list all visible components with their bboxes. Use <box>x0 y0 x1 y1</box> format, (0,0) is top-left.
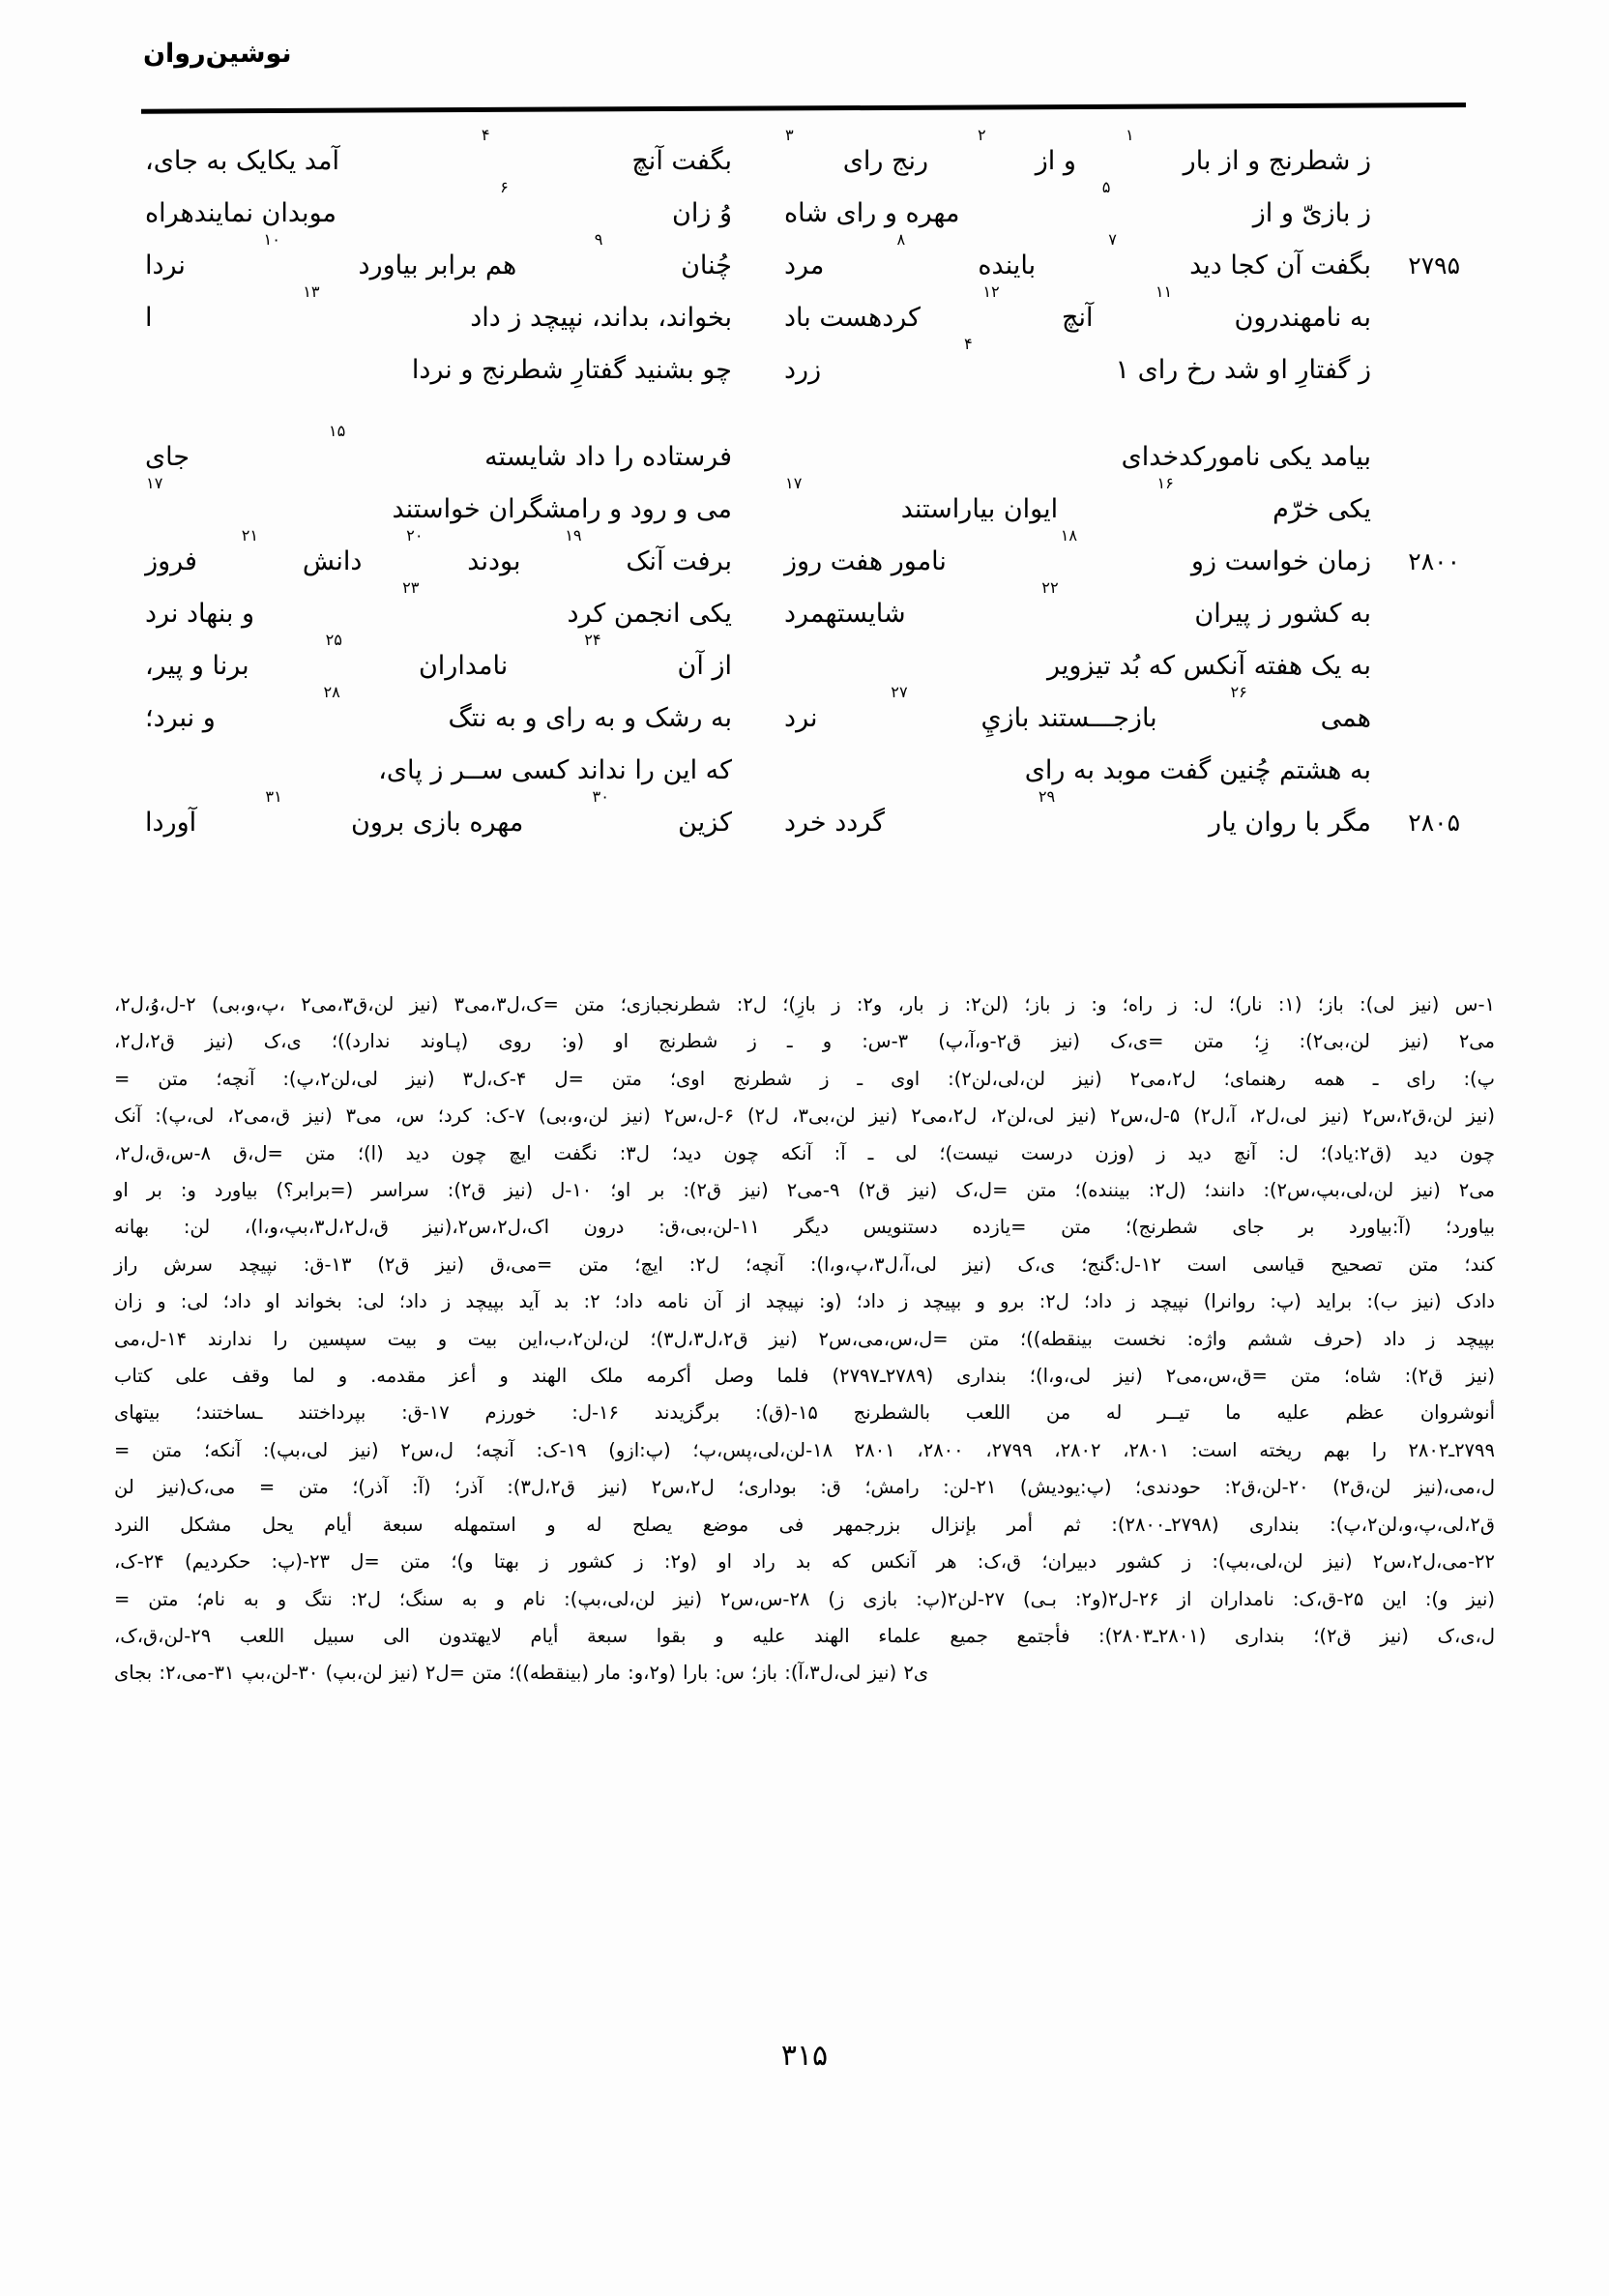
apparatus-line: ۲۷۹۹ـ۲۸۰۲ را بهم ریخته است: ۲۸۰۱، ۲۸۰۲، ۲۷۹۹، ۲۸۰۰، ۲۸۰۱ ۱۸-لن،لی،پس،پ؛ (پ:ازو) ۱۹-ک: آنچه؛ ل،س۲ (نیز لی،بپ): آنکه؛ متن = <box>114 1438 1495 1461</box>
note-marker: ۲۷ <box>891 683 908 701</box>
note-marker: ۲۴ <box>584 631 601 649</box>
note-marker: ۸ <box>896 230 906 249</box>
note-marker: ۱۱ <box>1155 282 1173 301</box>
verse-line <box>145 787 1464 849</box>
note-marker: ۲۸ <box>323 683 340 701</box>
hemistich-first: مگر با روان یار ۲۹ گردد خرد <box>751 797 1371 849</box>
apparatus-line: (نیز ق۲): شاه؛ متن =ق،س،می۲ (نیز لی،و،ا)؛ بنداری (۲۷۸۹ـ۲۷۹۷) فلما وصل أکرمه ملک الهند و أعز مقدمه. و لما وقف علی کتاب <box>114 1365 1495 1388</box>
apparatus-line: چون دید (ق۲:یاد)؛ ل: آنچ دید ز (وزن درست نیست)؛ لی ـ آ: آنکه چون دید؛ ل۳: نگفت ایچ چون دید (ا)؛ متن =ل،ق ۸-س،ق،ل۲، <box>114 1141 1495 1164</box>
verse-line <box>145 578 1464 640</box>
verse-line <box>145 526 1464 588</box>
note-marker: ۱۳ <box>303 282 320 301</box>
note-marker: ۱۲ <box>982 282 1000 301</box>
note-marker: ۳ <box>785 126 794 144</box>
note-marker: ۲۳ <box>402 578 420 597</box>
apparatus-line: می۲ (نیز لن،بی۲): زِ؛ متن =ی،ک (نیز ق۲-و،آ،پ) ۳-س: و ـ ز شطرنج او (و: روی (پـاوند ندارد))؛ ی،ک (نیز ق۲،ل۲، <box>114 1030 1495 1053</box>
note-marker: ۲۰ <box>406 526 424 545</box>
apparatus-line: بیاورد؛ (آ:بیاورد بر جای شطرنج)؛ متن =یازده دستنویس دیگر ۱۱-لن،بی،ق: درون اک،ل۲،س۲،(نیز ق،ل۲،ل۳،بپ،و،ا)، لن: بهانه <box>114 1216 1495 1239</box>
note-marker: ۳۰ <box>592 787 609 806</box>
hemistich-second: یکی انجمن کرد ۲۳ و بنهاد نرد <box>145 588 751 640</box>
note-marker: ۱ <box>1125 126 1134 144</box>
hemistich-first: به نامهندرون ۱۱ آنچ ۱۲ کردهست باد <box>751 292 1371 344</box>
hemistich-second: به رشک و به رای و به نتگ ۲۸ و نبرد؛ <box>145 692 751 745</box>
note-marker: ۹ <box>594 230 603 249</box>
note-marker: ۲۱ <box>241 526 259 545</box>
apparatus-line: ق۲،لی،پ،و،لن۲،پ): بنداری (۲۷۹۸ـ۲۸۰۰): ثم أمر بإنزال بزرجمهر فی موضع یصلح له و استمهله سبعة أیام یحل مشکل النرد <box>114 1513 1496 1536</box>
verse-number: ۲۸۰۵ <box>1408 809 1460 837</box>
hemistich-first: به کشور ز پیران ۲۲ شایستهمرد <box>751 588 1371 640</box>
note-marker: ۱۹ <box>565 526 582 545</box>
hemistich-second: وُ زان ۶ موبدان نمایندهراه <box>145 188 751 240</box>
note-marker: ۴ <box>963 335 973 353</box>
note-marker: ۱۷ <box>146 474 163 492</box>
note-marker: ۲۶ <box>1230 683 1247 701</box>
note-marker: ۱۰ <box>263 230 280 249</box>
verse-number: ۲۸۰۰ <box>1408 547 1460 575</box>
verse-body <box>145 126 1464 884</box>
critical-apparatus <box>114 986 1495 1693</box>
note-marker: ۶ <box>500 178 509 196</box>
hemistich-second: برفت آنک ۱۹ بودند ۲۰ دانش ۲۱ فروز <box>145 536 751 588</box>
stanza-two <box>145 422 1464 849</box>
header-rule <box>141 103 1466 114</box>
note-marker: ۲ <box>978 126 986 144</box>
apparatus-line: دادک (نیز ب): براید (پ: روانرا) نپیچد ز داد؛ ل۲: برو و بپیچد ز داد؛ (و: نپیچد از آن نامه داد؛ ۲: بد آید بپیچد ز داد؛ لی: بخواند او داد؛ لی: و زان <box>114 1290 1495 1313</box>
note-marker: ۷ <box>1108 230 1117 249</box>
verse-line <box>145 631 1464 692</box>
apparatus-line: ل،می،(نیز لن،ق۲) ۲۰-لن،ق۲: حودندی؛ (پ:یودیش) ۲۱-لن: رامش؛ ق: بوداری؛ ل۲،س۲ (نیز ق۲،ل۳): آذر؛ (آ: آذر)؛ متن = می،ک(نیز لن <box>114 1476 1495 1499</box>
verse-line <box>145 745 1464 797</box>
note-marker: ۳۱ <box>265 787 282 806</box>
running-head <box>0 39 1609 106</box>
hemistich-second: که این را نداند کسی ســر ز پای، <box>378 755 732 785</box>
hemistich-first: بگفت آن کجا دید ۷ باینده ۸ مرد <box>751 240 1371 292</box>
apparatus-line: (نیز لن،ق۲،س۲ (نیز لی،ل۲، آ،ل۲) ۵-ل،س۲ (نیز لی،لن۲، ل۲،می۲ (نیز لن،بی۳، ل۲) ۶-ل،س۲ (نیز لن،و،بی) ۷-ک: کرد؛ س، می۳ (نیز ق،می۲، لی،پ): آنک <box>114 1104 1495 1128</box>
hemistich-second: می و رود و رامشگران خواستند ۱۷ <box>145 484 751 536</box>
note-marker: ۴ <box>481 126 490 144</box>
apparatus-line: ۲۲-می،ل۲،س۲ (نیز لن،لی،بپ): ز کشور دبیران؛ ق،ک: هر آنکس که بد راد او (و۲: ز کشور ز بهتا و)؛ متن =ل ۲۳-(پ: حکردیم) ۲۴-ک، <box>114 1550 1495 1574</box>
verse-line <box>145 335 1464 397</box>
note-marker: ۲۹ <box>1038 787 1056 806</box>
hemistich-first: زمان خواست زو ۱۸ نامور هفت روز <box>751 536 1371 588</box>
hemistich-second: بخواند، بداند، نپیچد ز داد ۱۳ ا <box>145 292 751 344</box>
verse-number: ۲۷۹۵ <box>1408 251 1460 280</box>
hemistich-first: به هشتم چُنین گفت موبد به رای <box>1024 755 1371 785</box>
hemistich-first: ز گفتارِ او شد رخ رای ۱ ۴ زرد <box>751 344 1371 397</box>
apparatus-line: ل،ی،ک (نیز ق۲)؛ بنداری (۲۸۰۱ـ۲۸۰۳): فأجتمع جمیع علماء الهند علیه و بقوا سبعة أیام لایهتدون الی سبیل اللعب ۲۹-لن،ق،ک، <box>114 1624 1495 1647</box>
apparatus-line: ۱-س (نیز لی): باز؛ (۱: نار)؛ ل: ز راه؛ و: ز باز؛ (لن۲: ز بار، و۲: ز بازِ)؛ ل۲: شطرنجبازی؛ متن =ک،ل۳،می۳ (نیز لن،ق۳،می۲ ،پ،و،بی) ۲-ل،وُ،ل۲، <box>114 993 1496 1016</box>
hemistich-second: چو بشنید گفتارِ شطرنج و نردا <box>411 355 732 385</box>
hemistich-second: کزین ۳۰ مهره بازی برون ۳۱ آوردا <box>145 797 751 849</box>
verse-line <box>145 474 1464 536</box>
note-marker: ۲۵ <box>325 631 342 649</box>
note-marker: ۱۸ <box>1060 526 1078 545</box>
verse-line <box>145 683 1464 745</box>
hemistich-first: یکی خرّم ۱۶ ایوان بیاراستند ۱۷ <box>751 484 1371 536</box>
apparatus-line: کند؛ متن تصحیح قیاسی است ۱۲-ل:گنج؛ ی،ک (نیز لی،آ،ل۳،پ،و،ا): آنچه؛ ل۲: ایچ؛ متن =می،ق (نیز ق۲) ۱۳-ق: نپیچد سرش راز <box>114 1252 1496 1276</box>
hemistich-second: چُنان ۹ هم برابر بیاورد ۱۰ نردا <box>145 240 751 292</box>
hemistich-second: از آن ۲۴ نامداران ۲۵ برنا و پیر، <box>145 640 751 692</box>
stanza-one <box>145 126 1464 397</box>
hemistich-first: ز شطرنج و از بار ۱ و از ۲ رنج رای ۳ <box>751 135 1371 188</box>
hemistich-first: بیامد یکی ناموركدخدای <box>1121 442 1371 472</box>
note-marker: ۱۷ <box>785 474 803 492</box>
hemistich-first: همی ۲۶ بازجـــستند بازيِ ۲۷ نرد <box>751 692 1371 745</box>
verse-line <box>145 126 1464 188</box>
verse-line <box>145 282 1464 344</box>
verse-line <box>145 178 1464 240</box>
verse-line <box>145 422 1464 484</box>
apparatus-line: (نیز و): این ۲۵-ق،ک: نامداران از ۲۶-ل۲(و۲: بـی) ۲۷-لن۲(پ: بازی ز) ۲۸-س،س۲ (نیز لن،لی،بپ): نام و به سنگ؛ ل۲: نتگ و به نام؛ متن = <box>114 1587 1496 1610</box>
note-marker: ۵ <box>1101 178 1111 196</box>
hemistich-first: به یک هفته آنکس که بُد تیزویر <box>1046 651 1371 681</box>
note-marker: ۱۶ <box>1156 474 1174 492</box>
running-head-title: نوشین‌روان <box>143 39 292 69</box>
note-marker: ۱۵ <box>328 422 346 440</box>
apparatus-line: ی۲ (نیز لی،ل۳،آ): باز؛ س: بارا (و۲،و: مار (بینقطه))؛ متن =ل۲ (نیز لن،بپ) ۳۰-لن،بپ ۳۱-می،۲: بجای <box>114 1662 929 1685</box>
verse-line <box>145 230 1464 292</box>
apparatus-line: می۲ (نیز لن،لی،بپ،س۲): دانند؛ (ل۲: بیننده)؛ متن =ل،ک (نیز ق۲) ۹-می۲ (نیز ق۲): بر او؛ ۱۰-ل (نیز ق۲): سراسر (=برابر؟) بیاورد و: بر او <box>114 1179 1495 1202</box>
apparatus-line: أنوشروان عظم علیه ما تیــر له من اللعب بالشطرنج ۱۵-(ق): برگزیدند ۱۶-ل: خورزم ۱۷-ق: بپرداختند ـساختند؛ بیتهای <box>114 1401 1495 1425</box>
hemistich-second: فرستاده را داد شایسته ۱۵ جای <box>145 431 751 484</box>
hemistich-second: بگفت آنچ ۴ آمد یکایک به جای، <box>145 135 751 188</box>
note-marker: ۲۲ <box>1041 578 1059 597</box>
apparatus-line: پ): رای ـ همه رهنمای؛ ل۲،می۲ (نیز لن،لی،لن۲): اوی ـ ز شطرنج اوی؛ متن =ل ۴-ک،ل۳ (نیز لی،لن۲،پ): آنچه؛ متن = <box>114 1067 1495 1090</box>
hemistich-first: ز بازیّ و از ۵ مهره و رای شاه <box>751 188 1371 240</box>
folio-number: ۳۱۵ <box>780 2039 829 2073</box>
apparatus-line: بپیچد ز داد (حرف ششم واژه: نخست بینقطه))؛ متن =ل،س،می،س۲ (نیز ق۲،ل۳،ل۳)؛ لن،لن۲،ب،این بیت و بیت سپسین را ندارند ۱۴-ل،می <box>114 1327 1495 1350</box>
